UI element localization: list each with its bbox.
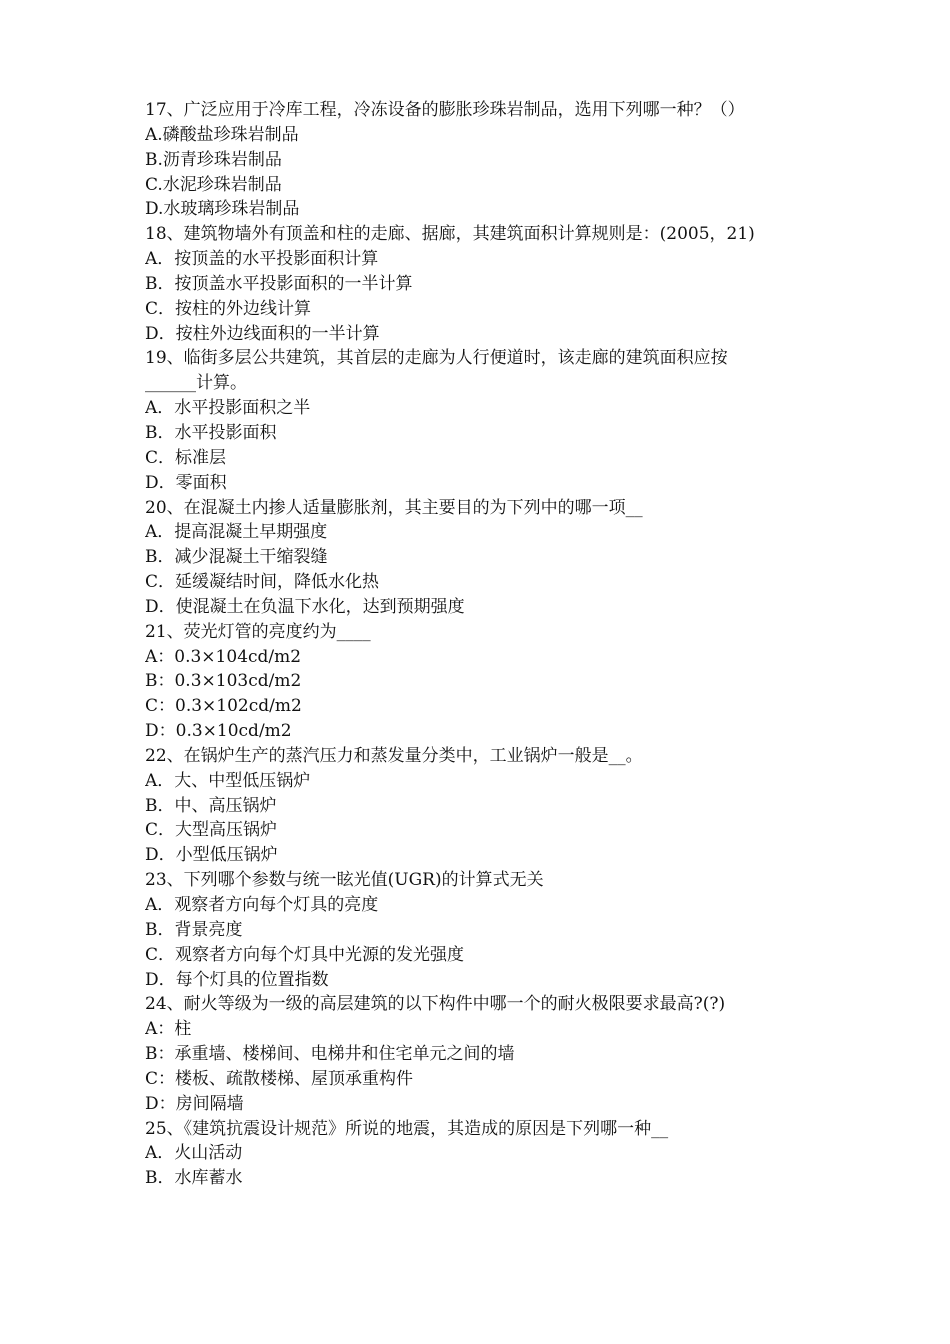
text-line: 23、下列哪个参数与统一眩光值(UGR)的计算式无关 xyxy=(145,870,544,891)
text-line: 25、《建筑抗震设计规范》所说的地震，其造成的原因是下列哪一种__ xyxy=(145,1118,669,1139)
text-line: D．小型低压锅炉 xyxy=(145,845,278,866)
text-line: B．按顶盖水平投影面积的一半计算 xyxy=(145,273,413,294)
document-page xyxy=(145,98,825,1191)
text-line: D．使混凝土在负温下水化，达到预期强度 xyxy=(145,596,465,617)
text-line: D：房间隔墙 xyxy=(145,1093,244,1114)
text-line: 18、建筑物墙外有顶盖和柱的走廊、据廊，其建筑面积计算规则是：(2005，21) xyxy=(145,224,755,245)
text-line: A．火山活动 xyxy=(145,1143,243,1164)
text-line: C：0.3×102cd/m2 xyxy=(145,696,302,717)
text-line: A：柱 xyxy=(145,1019,192,1040)
text-line: A．提高混凝土早期强度 xyxy=(145,522,328,543)
text-line: B.沥青珍珠岩制品 xyxy=(145,149,282,170)
text-line: C．观察者方向每个灯具中光源的发光强度 xyxy=(145,944,465,965)
text-line: C．标准层 xyxy=(145,447,227,468)
text-line: D：0.3×10cd/m2 xyxy=(145,721,292,742)
text-line: 17、广泛应用于冷库工程，冷冻设备的膨胀珍珠岩制品，选用下列哪一种？（） xyxy=(145,100,745,120)
text-line: A：0.3×104cd/m2 xyxy=(145,646,302,667)
text-line: D．每个灯具的位置指数 xyxy=(145,969,329,990)
text-line: B：0.3×103cd/m2 xyxy=(145,671,302,692)
text-line: C．大型高压锅炉 xyxy=(145,820,278,841)
text-line: D．按柱外边线面积的一半计算 xyxy=(145,323,380,344)
text-line: A．观察者方向每个灯具的亮度 xyxy=(145,895,379,915)
text-line: B．水库蓄水 xyxy=(145,1168,243,1189)
text-line: A．水平投影面积之半 xyxy=(145,398,311,419)
text-line: C：楼板、疏散楼梯、屋顶承重构件 xyxy=(145,1068,414,1089)
text-line: 20、在混凝土内掺人适量膨胀剂，其主要目的为下列中的哪一项__ xyxy=(145,497,643,518)
text-line: 19、临街多层公共建筑，其首层的走廊为人行便道时，该走廊的建筑面积应按 xyxy=(145,348,728,369)
text-line: C．按柱的外边线计算 xyxy=(145,298,312,319)
text-line: C．延缓凝结时间，降低水化热 xyxy=(145,572,380,593)
text-line: C.水泥珍珠岩制品 xyxy=(145,174,282,195)
text-line: 22、在锅炉生产的蒸汽压力和蒸发量分类中，工业锅炉一般是__。 xyxy=(145,745,643,766)
text-line: B．中、高压锅炉 xyxy=(145,795,277,816)
text-line: B．水平投影面积 xyxy=(145,422,277,443)
text-line: 24、耐火等级为一级的高层建筑的以下构件中哪一个的耐火极限要求最高?(?) xyxy=(145,994,726,1015)
text-line: 21、荧光灯管的亮度约为____ xyxy=(145,621,371,642)
text-line: A.磷酸盐珍珠岩制品 xyxy=(145,124,299,145)
text-line: B．背景亮度 xyxy=(145,919,243,940)
text-line: D．零面积 xyxy=(145,472,227,493)
text-line: ______计算。 xyxy=(145,373,247,394)
text-line: A．大、中型低压锅炉 xyxy=(145,770,311,791)
text-line: A．按顶盖的水平投影面积计算 xyxy=(145,249,379,270)
text-line: B：承重墙、楼梯间、电梯井和住宅单元之间的墙 xyxy=(145,1044,515,1065)
text-line: D.水玻璃珍珠岩制品 xyxy=(145,199,300,220)
text-line: B．减少混凝土干缩裂缝 xyxy=(145,547,328,568)
